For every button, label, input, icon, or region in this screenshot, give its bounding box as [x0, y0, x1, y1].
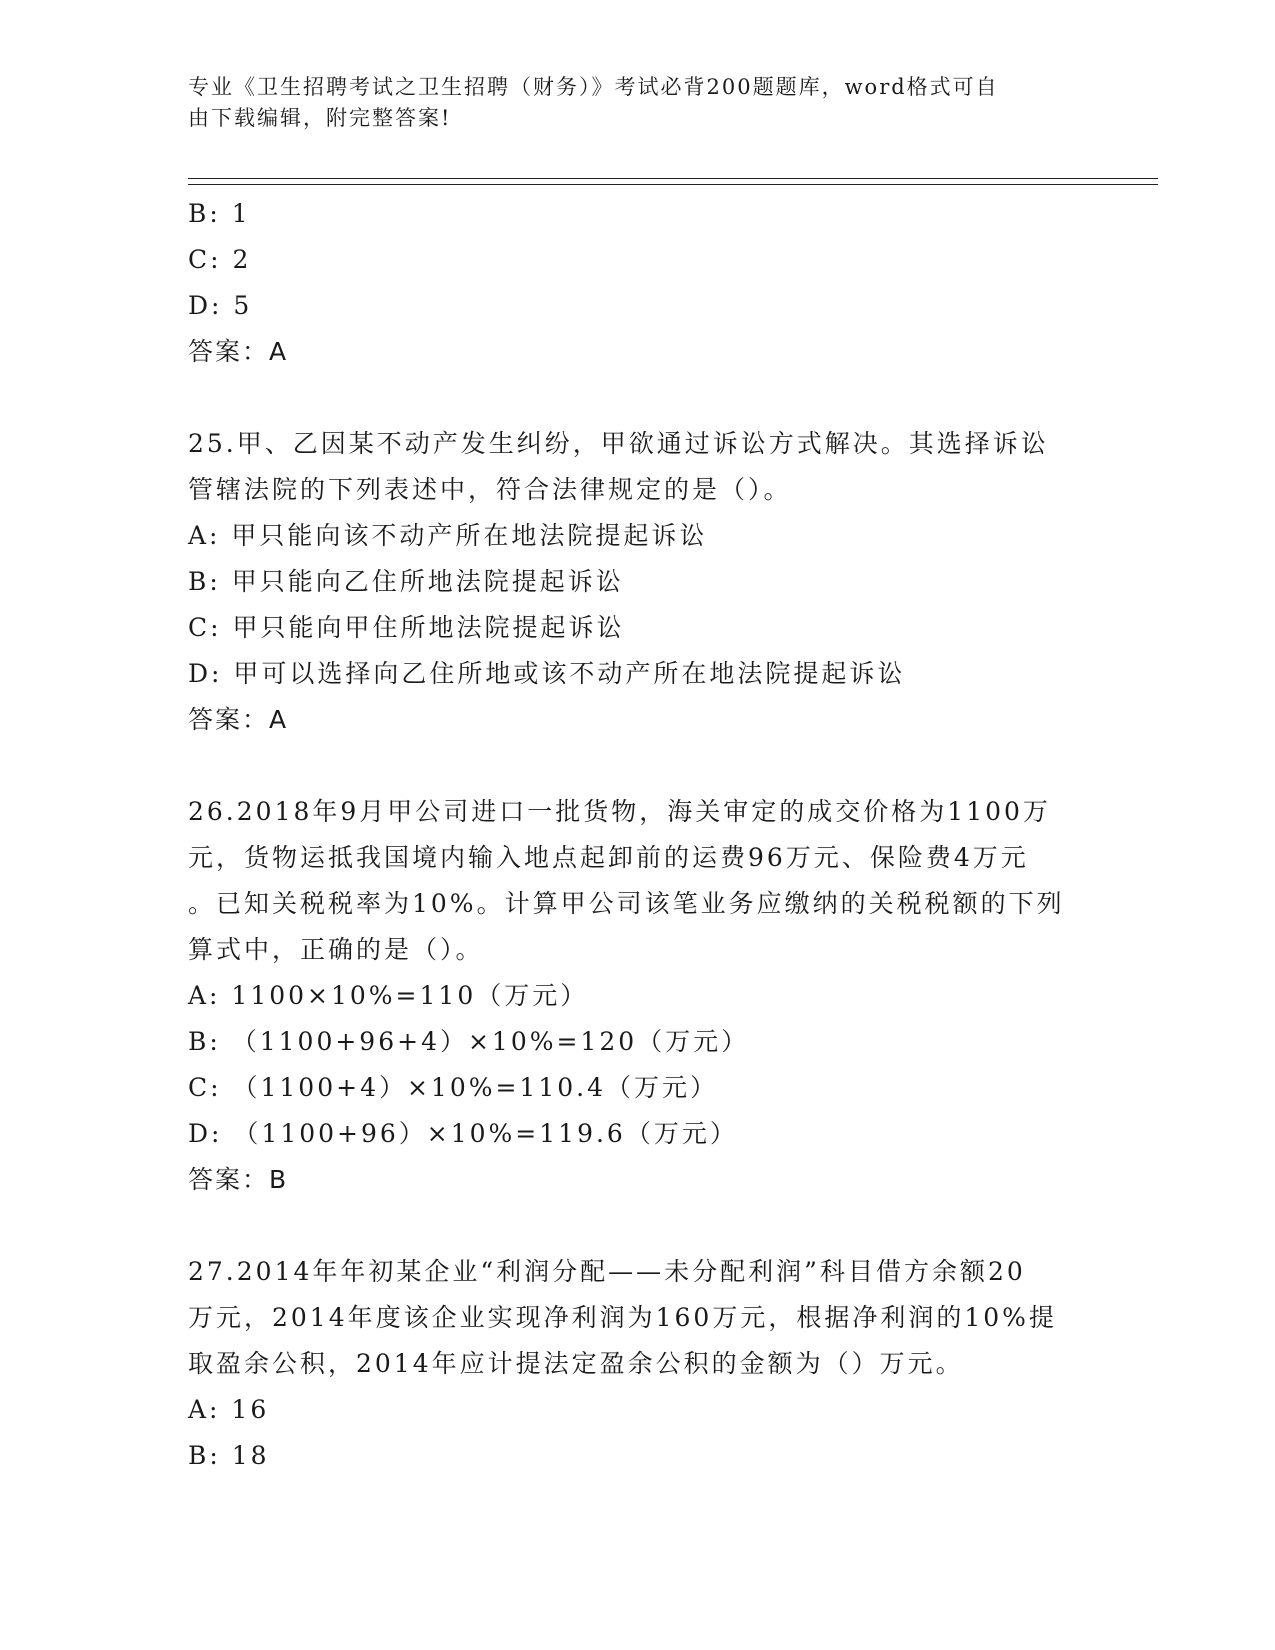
- section-spacer: [188, 743, 1088, 789]
- option-line: C: 2: [188, 245, 252, 274]
- option-line: B: 1: [188, 199, 251, 228]
- question-text-line: 25.甲、乙因某不动产发生纠纷，甲欲通过诉讼方式解决。其选择诉讼: [188, 429, 1049, 458]
- header-title-line-1: 专业《卫生招聘考试之卫生招聘（财务）》考试必背200题题库，word格式可自: [188, 75, 999, 99]
- header-divider-top: [188, 178, 1158, 179]
- option-line: B: （1100+96+4）×10%=120（万元）: [188, 1027, 750, 1056]
- question-text-line: 算式中，正确的是（）。: [188, 935, 484, 964]
- option-line: A: 16: [188, 1395, 270, 1424]
- document-header: [188, 72, 1068, 134]
- option-line: A: 甲只能向该不动产所在地法院提起诉讼: [188, 521, 708, 550]
- question-text-line: 27.2014年年初某企业“利润分配——未分配利润”科目借方余额20: [188, 1257, 1026, 1286]
- question-list: [188, 191, 1088, 1479]
- option-line: A: 1100×10%=110（万元）: [188, 981, 589, 1010]
- option-line: D: 甲可以选择向乙住所地或该不动产所在地法院提起诉讼: [188, 659, 906, 688]
- header-divider-bottom: [188, 184, 1158, 185]
- option-line: C: （1100+4）×10%=110.4（万元）: [188, 1073, 719, 1102]
- answer-line: 答案：B: [188, 1165, 289, 1194]
- answer-line: 答案：A: [188, 705, 289, 734]
- section-spacer: [188, 375, 1088, 421]
- question-text-line: 26.2018年9月甲公司进口一批货物，海关审定的成交价格为1100万: [188, 797, 1051, 826]
- answer-line: 答案：A: [188, 337, 289, 366]
- option-line: D: 5: [188, 291, 253, 320]
- option-line: B: 18: [188, 1441, 270, 1470]
- section-spacer: [188, 1203, 1088, 1249]
- option-line: C: 甲只能向甲住所地法院提起诉讼: [188, 613, 625, 642]
- question-text-line: 万元，2014年度该企业实现净利润为160万元，根据净利润的10%提: [188, 1303, 1057, 1332]
- header-title-line-2: 由下载编辑，附完整答案!: [188, 106, 452, 130]
- question-text-line: 元，货物运抵我国境内输入地点起卸前的运费96万元、保险费4万元: [188, 843, 1029, 872]
- option-line: D: （1100+96）×10%=119.6（万元）: [188, 1119, 738, 1148]
- question-text-line: 。已知关税税率为10%。计算甲公司该笔业务应缴纳的关税税额的下列: [188, 889, 1065, 918]
- question-text-line: 管辖法院的下列表述中，符合法律规定的是（）。: [188, 475, 792, 504]
- option-line: B: 甲只能向乙住所地法院提起诉讼: [188, 567, 624, 596]
- question-text-line: 取盈余公积，2014年应计提法定盈余公积的金额为（）万元。: [188, 1349, 964, 1378]
